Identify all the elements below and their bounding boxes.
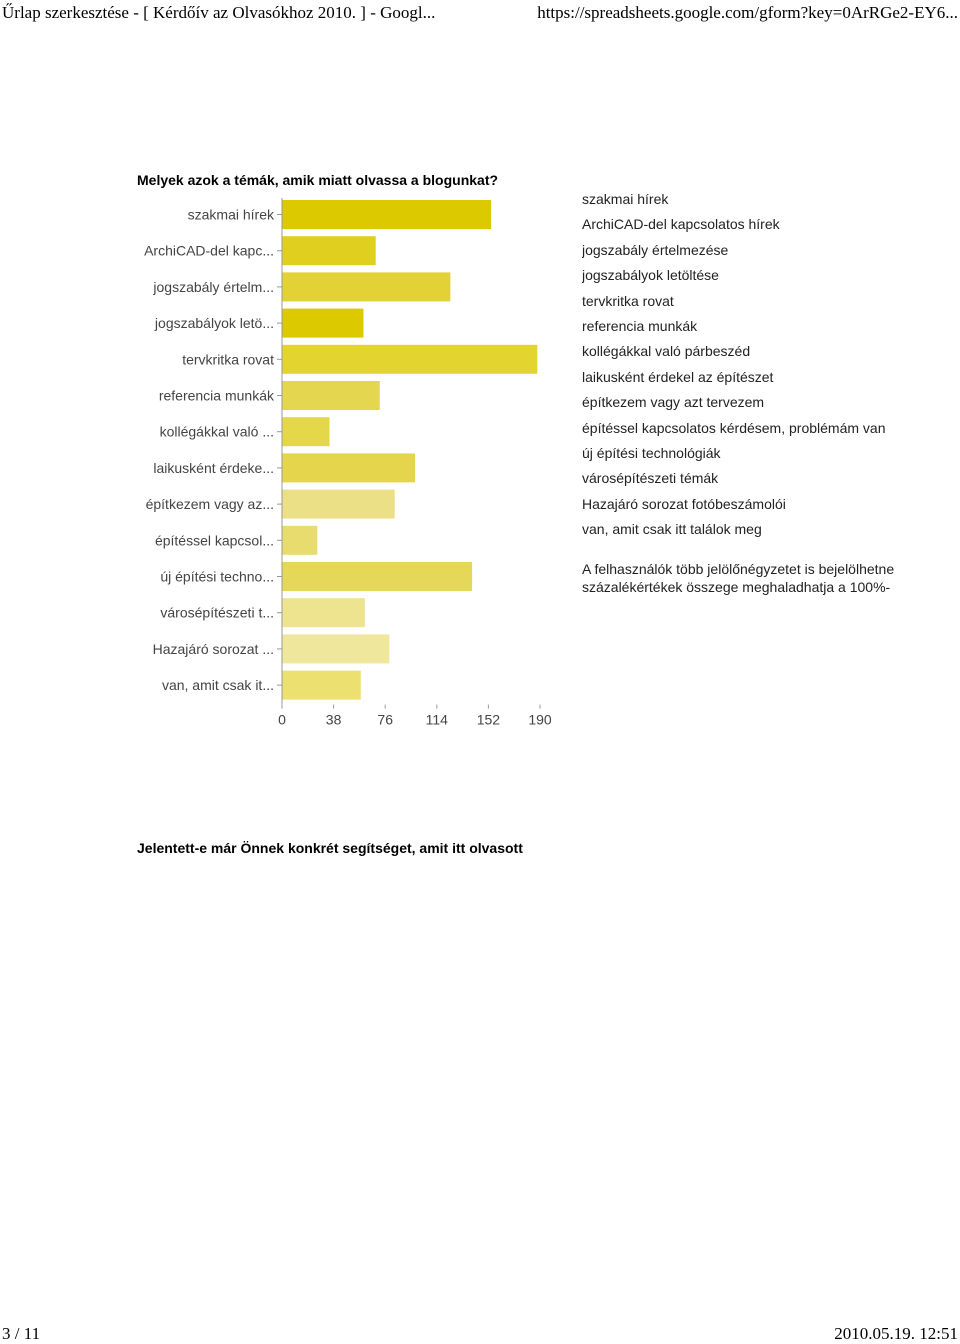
bar-8: [282, 490, 395, 519]
bar-13: [282, 671, 361, 700]
y-tick-label-6: kollégákkal való ...: [159, 423, 274, 440]
print-header: [0, 3, 960, 27]
question-topics: Melyek azok a témák, amik miatt olvassa a blogunkat?: [137, 172, 499, 188]
legend-item: új építési technológiák: [582, 444, 721, 461]
y-tick-label-8: építkezem vagy az...: [145, 496, 274, 513]
legend-item: Hazajáró sorozat fotóbeszámolói: [582, 495, 786, 512]
multi-select-note: [582, 560, 896, 596]
legend-item: kollégákkal való párbeszéd: [582, 343, 751, 360]
legend-item: van, amit csak itt találok meg: [582, 521, 762, 538]
legend-item: tervkritka rovat: [582, 292, 674, 309]
legend-item: jogszabály értelmezése: [582, 241, 729, 258]
y-tick-label-2: jogszabály értelm...: [153, 278, 274, 295]
y-tick-label-3: jogszabályok letö...: [154, 315, 274, 332]
legend-item: jogszabályok letöltése: [582, 267, 719, 284]
bar-12: [282, 634, 389, 663]
legend-item: építkezem vagy azt tervezem: [582, 394, 765, 411]
legend-item: építéssel kapcsolatos kérdésem, problémám van: [582, 419, 886, 436]
bar-3: [282, 309, 363, 338]
y-tick-label-4: tervkritka rovat: [182, 351, 274, 368]
y-tick-label-1: ArchiCAD-del kapc...: [144, 242, 274, 259]
legend-item: laikusként érdekel az építészet: [582, 368, 774, 385]
print-timestamp: 2010.05.19. 12:51: [834, 1324, 958, 1343]
bar-0: [282, 200, 491, 229]
y-tick-label-11: városépítészeti t...: [160, 604, 274, 621]
x-tick-label-3: 114: [425, 711, 448, 728]
print-header-title: Űrlap szerkesztése - [ Kérdőív az Olvasókhoz 2010. ] - Googl...: [2, 3, 436, 22]
bar-4: [282, 345, 537, 374]
page-number: 3 / 11: [2, 1324, 41, 1343]
bar-7: [282, 453, 415, 482]
topics-bar-chart: [130, 195, 560, 740]
legend-item: ArchiCAD-del kapcsolatos hírek: [582, 216, 780, 233]
legend-item: referencia munkák: [582, 317, 698, 334]
x-tick-label-4: 152: [476, 711, 501, 728]
y-tick-label-10: új építési techno...: [160, 568, 274, 585]
bar-10: [282, 562, 472, 591]
y-tick-label-7: laikusként érdeke...: [153, 459, 274, 476]
x-tick-label-2: 76: [377, 711, 393, 728]
y-tick-label-13: van, amit csak it...: [161, 677, 274, 694]
y-tick-label-5: referencia munkák: [158, 387, 274, 404]
y-tick-label-12: Hazajáró sorozat ...: [152, 640, 274, 657]
chart-legend: [582, 190, 896, 545]
legend-item: szakmai hírek: [582, 191, 669, 207]
print-footer: [0, 1324, 960, 1342]
y-tick-label-9: építéssel kapcsol...: [154, 532, 274, 549]
bar-1: [282, 236, 376, 265]
question-help: Jelentett-e már Önnek konkrét segítséget, amit itt olvasott: [137, 840, 523, 856]
note-line-1: A felhasználók több jelölőnégyzetet is bejelölhetne: [582, 561, 895, 577]
bar-9: [282, 526, 317, 555]
note-line-2: százalékértékek összege meghaladhatja a 100%-: [582, 579, 891, 595]
bar-5: [282, 381, 380, 410]
bar-6: [282, 417, 330, 446]
x-tick-label-0: 0: [278, 711, 286, 728]
y-tick-label-0: szakmai hírek: [187, 206, 274, 223]
bar-11: [282, 598, 365, 627]
x-tick-label-1: 38: [325, 711, 342, 728]
bar-2: [282, 272, 450, 301]
legend-item: városépítészeti témák: [582, 470, 719, 487]
print-header-url: https://spreadsheets.google.com/gform?key=0ArRGe2-EY6...: [537, 3, 958, 22]
x-tick-label-5: 190: [528, 711, 552, 728]
